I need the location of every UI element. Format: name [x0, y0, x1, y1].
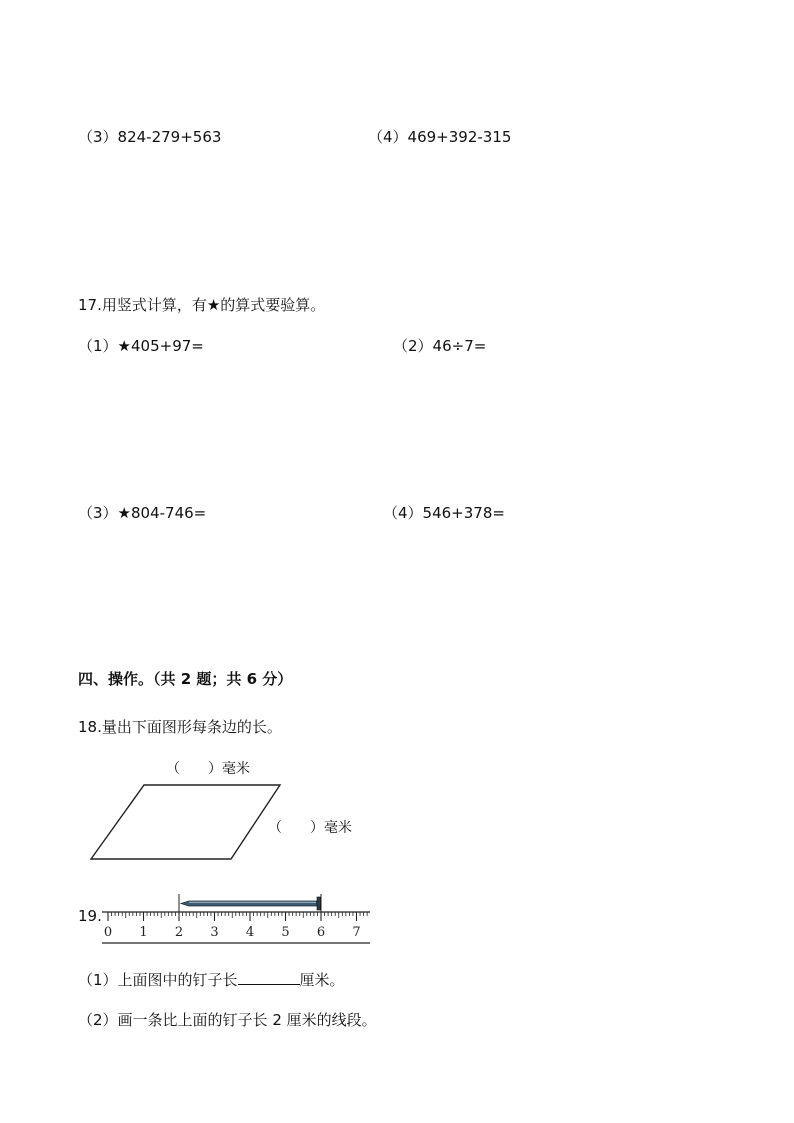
ruler-label: 1	[139, 925, 148, 940]
nail-icon	[179, 894, 321, 912]
ruler	[100, 888, 372, 946]
q19-sub2: （2）画一条比上面的钉子长 2 厘米的线段。	[78, 1011, 377, 1029]
ruler-label: 0	[103, 925, 113, 940]
ruler-label: 3	[210, 925, 219, 940]
q19-number: 19.	[78, 907, 102, 925]
q19-sub1-suffix: 厘米。	[299, 971, 345, 989]
q18-title: 18.量出下面图形每条边的长。	[78, 718, 282, 736]
ruler-label: 2	[174, 925, 184, 940]
nail-head	[317, 897, 321, 910]
q17-item-4: （4）546+378=	[383, 504, 505, 522]
ruler-label: 5	[281, 925, 290, 940]
q17-item-3: （3）★804-746=	[78, 504, 207, 522]
answer-blank[interactable]	[238, 970, 300, 985]
q19-sub1-prefix: （1）上面图中的钉子长	[78, 971, 238, 989]
q16-item-4: （4）469+392-315	[368, 128, 512, 146]
q18-side-label: （ ）毫米	[268, 820, 352, 836]
section-title: 四、操作。（共 2 题；共 6 分）	[78, 670, 293, 688]
q17-item-1: （1）★405+97=	[78, 337, 204, 355]
ruler-label: 7	[352, 925, 361, 940]
ruler-label: 4	[245, 925, 255, 940]
q16-item-3: （3）824-279+563	[78, 128, 222, 146]
q17-item-2: （2）46÷7=	[393, 337, 487, 355]
q19-sub1	[78, 970, 345, 988]
q18-top-label: （ ）毫米	[166, 761, 250, 777]
q17-title: 17.用竖式计算，有★的算式要验算。	[78, 296, 326, 314]
ruler-label: 6	[316, 925, 326, 940]
parallelogram-shape	[91, 785, 280, 859]
